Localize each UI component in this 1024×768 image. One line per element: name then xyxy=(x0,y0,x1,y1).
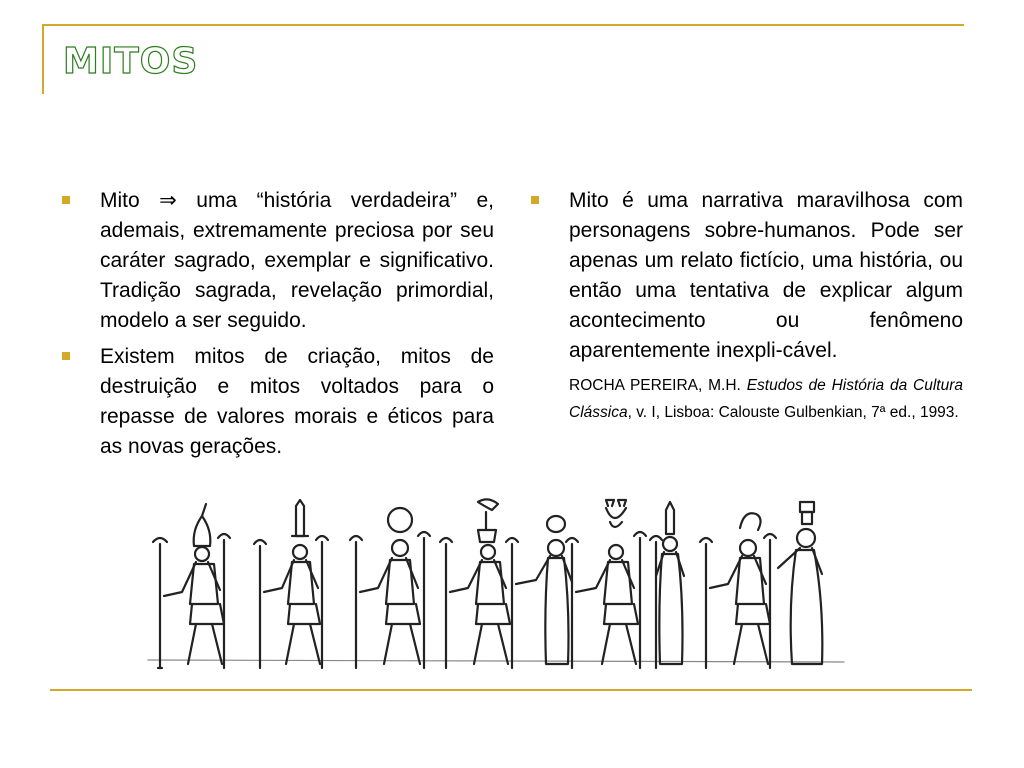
citation-work-title: Estudos de História da Cultura Clássica xyxy=(569,377,964,421)
citation-author: ROCHA PEREIRA, M.H. xyxy=(569,377,741,394)
left-column xyxy=(62,186,494,468)
bullet-text: Existem mitos de criação, mitos de destruição e mitos voltados para o repasse de valores morais e éticos para as novas gerações. xyxy=(100,345,494,458)
bullet-narrative-definition xyxy=(531,186,963,366)
slide-title: MITOS xyxy=(63,41,199,82)
bullet-text: Mito é uma narrativa maravilhosa com personagens sobre-humanos. Pode ser apenas um relato fictício, uma história, ou então uma tentativa de explicar algum acontecimento ou fenômeno aparentemente inexpli-cável. xyxy=(569,189,963,362)
square-bullet-icon xyxy=(62,196,70,204)
deity-figure-5 xyxy=(506,516,572,668)
deity-figure-7 xyxy=(650,502,684,668)
bullet-text: uma “história verdadeira” e, ademais, extremamente preciosa por seu caráter sagrado, exemplar e significativo. Tradição sagrada, revelação primordial, modelo a ser seguido. xyxy=(100,189,494,332)
deity-figure-6 xyxy=(566,500,646,668)
deity-figure-1 xyxy=(153,504,230,668)
bottom-rule xyxy=(50,689,972,691)
bullet-types-of-myths xyxy=(62,342,494,462)
top-rule xyxy=(42,24,964,26)
bullet-prefix: Mito xyxy=(100,189,140,212)
implies-arrow: ⇒ xyxy=(159,189,177,212)
left-bullet-list xyxy=(62,186,494,462)
egyptian-gods-procession-image xyxy=(146,492,846,678)
title-accent-bar xyxy=(42,24,44,94)
deity-figure-8 xyxy=(700,513,776,668)
right-bullet-list xyxy=(531,186,963,366)
deity-figure-2 xyxy=(254,500,328,668)
deity-figure-4 xyxy=(440,499,510,668)
citation-details: , v. I, Lisboa: Calouste Gulbenkian, 7ª ed., 1993. xyxy=(627,404,959,421)
right-column xyxy=(531,186,963,426)
square-bullet-icon xyxy=(531,196,539,204)
deity-figure-9 xyxy=(778,502,822,664)
deity-figure-3 xyxy=(350,508,430,668)
bullet-mito-definition xyxy=(62,186,494,336)
square-bullet-icon xyxy=(62,352,70,360)
citation xyxy=(569,372,963,426)
